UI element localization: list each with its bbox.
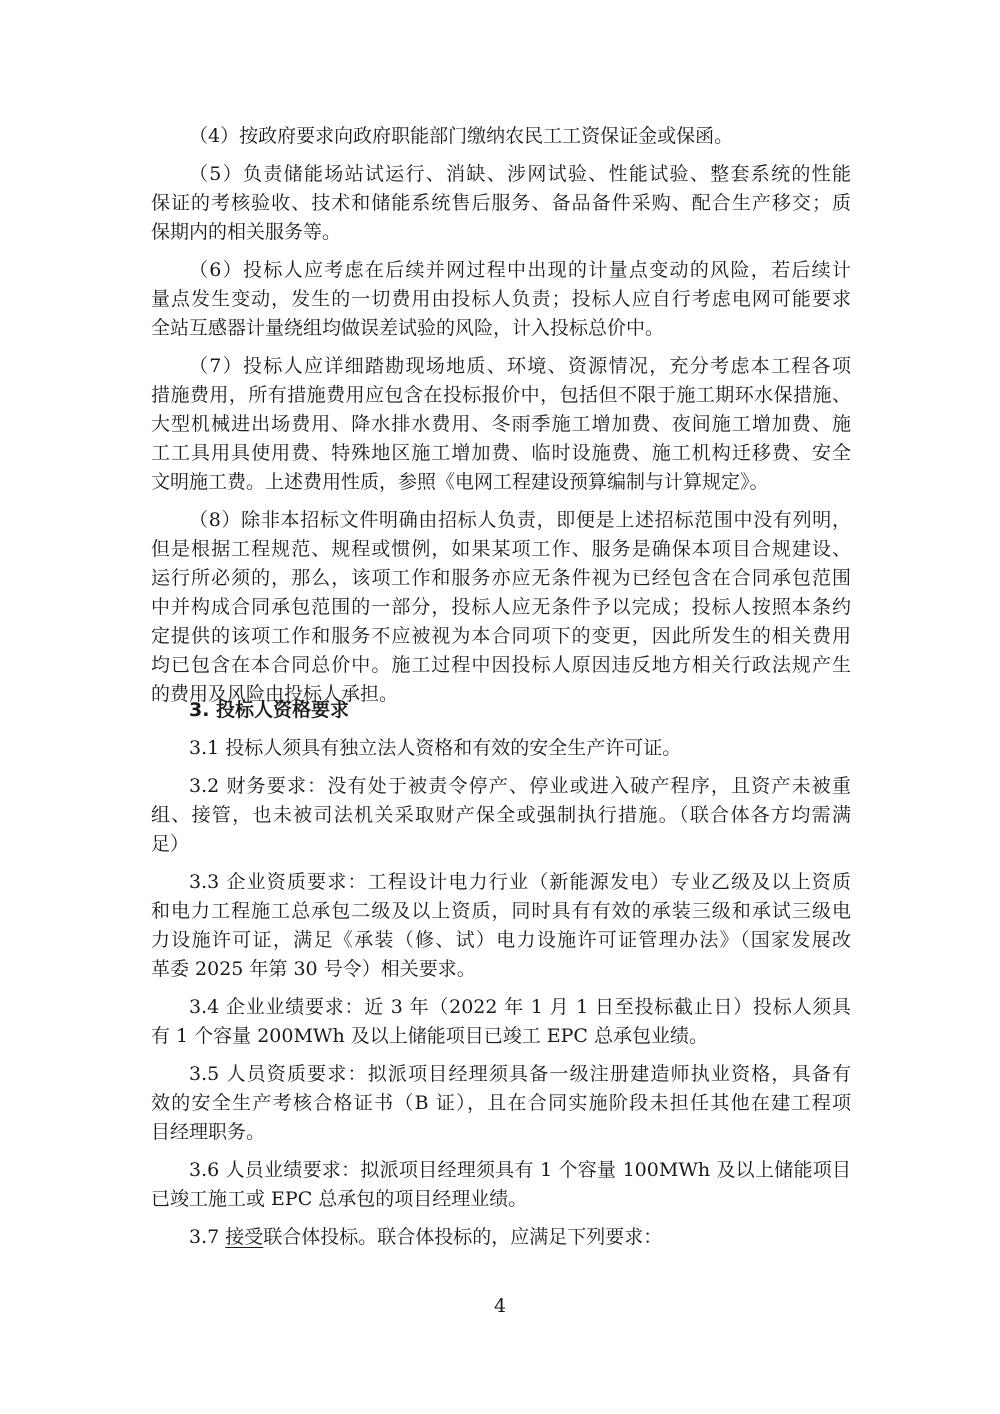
- requirement-line: 3.3 企业资质要求：工程设计电力行业（新能源发电）专业乙级及以上资质: [189, 871, 851, 893]
- paragraph-line: 工工具用具使用费、特殊地区施工增加费、临时设施费、施工机构迁移费、安全: [151, 442, 851, 464]
- paragraph-line: 文明施工费。上述费用性质，参照《电网工程建设预算编制与计算规定》。: [151, 471, 769, 493]
- paragraph-line: （4）按政府要求向政府职能部门缴纳农民工工资保证金或保函。: [189, 125, 734, 147]
- requirement-line: 3.4 企业业绩要求：近 3 年（2022 年 1 月 1 日至投标截止日）投标人须具: [189, 996, 851, 1018]
- requirement-line: 3.2 财务要求：没有处于被责令停产、停业或进入破产程序，且资产未被重: [189, 775, 851, 797]
- underlined-text: 接受: [225, 1226, 264, 1248]
- requirement-line: 力设施许可证，满足《承装（修、试）电力设施许可证管理办法》（国家发展改: [151, 929, 851, 951]
- requirement-number: 3.7: [189, 1226, 226, 1248]
- paragraph-line: 措施费用，所有措施费用应包含在投标报价中，包括但不限于施工期环水保措施、: [151, 384, 851, 406]
- paragraph-line: （5）负责储能场站试运行、消缺、涉网试验、性能试验、整套系统的性能: [189, 163, 851, 185]
- paragraph-line: 全站互感器计量绕组均做误差试验的风险，计入投标总价中。: [151, 317, 665, 339]
- requirement-line: 3.6 人员业绩要求：拟派项目经理须具有 1 个容量 100MWh 及以上储能项目: [189, 1159, 851, 1181]
- page-number: 4: [493, 1295, 507, 1317]
- paragraph-line: 均已包含在本合同总价中。施工过程中因投标人原因违反地方相关行政法规产生: [151, 654, 851, 676]
- paragraph-line: 量点发生变动，发生的一切费用由投标人负责；投标人应自行考虑电网可能要求: [151, 288, 851, 310]
- paragraph-line: 大型机械进出场费用、降水排水费用、冬雨季施工增加费、夜间施工增加费、施: [151, 413, 851, 435]
- paragraph-line: （7）投标人应详细踏勘现场地质、环境、资源情况，充分考虑本工程各项: [189, 355, 851, 377]
- paragraph-line: （6）投标人应考虑在后续并网过程中出现的计量点变动的风险，若后续计: [189, 259, 851, 281]
- paragraph-line: 中并构成合同承包范围的一部分，投标人应无条件予以完成；投标人按照本条约: [151, 596, 851, 618]
- requirement-line: 组、接管，也未被司法机关采取财产保全或强制执行措施。（联合体各方均需满: [151, 804, 851, 826]
- section-heading-text: 3. 投标人资格要求: [189, 699, 350, 721]
- paragraph-line: 定提供的该项工作和服务不应被视为本合同项下的变更，因此所发生的相关费用: [151, 625, 851, 647]
- requirement-line: 目经理职务。: [151, 1121, 266, 1143]
- requirement-line: 3.1 投标人须具有独立法人资格和有效的安全生产许可证。: [189, 737, 682, 759]
- requirement-line: 革委 2025 年第 30 号令）相关要求。: [151, 958, 476, 980]
- paragraph-line: 保证的考核验收、技术和储能系统售后服务、备品备件采购、配合生产移交；质: [151, 192, 851, 214]
- requirement-line: 已竣工施工或 EPC 总承包的项目经理业绩。: [151, 1188, 528, 1210]
- requirement-line: [189, 1222, 851, 1252]
- requirement-line: 和电力工程施工总承包二级及以上资质，同时具有有效的承装三级和承试三级电: [151, 900, 851, 922]
- requirement-line: 效的安全生产考核合格证书（B 证），且在合同实施阶段未担任其他在建工程项: [151, 1092, 851, 1114]
- paragraph-line: 运行所必须的，那么，该项工作和服务亦应无条件视为已经包含在合同承包范围: [151, 567, 851, 589]
- requirement-line: 有 1 个容量 200MWh 及以上储能项目已竣工 EPC 总承包业绩。: [151, 1025, 709, 1047]
- requirement-text: 联合体投标。联合体投标的，应满足下列要求：: [263, 1226, 663, 1248]
- paragraph-line: 保期内的相关服务等。: [151, 221, 342, 243]
- requirement-line: 足）: [151, 833, 190, 855]
- requirement-line: 3.5 人员资质要求：拟派项目经理须具备一级注册建造师执业资格，具备有: [189, 1063, 851, 1085]
- paragraph-line: 的费用及风险由投标人承担。: [151, 683, 399, 705]
- paragraph-line: 但是根据工程规范、规程或惯例，如果某项工作、服务是确保本项目合规建设、: [151, 538, 851, 560]
- paragraph-line: （8）除非本招标文件明确由招标人负责，即便是上述招标范围中没有列明，: [189, 509, 851, 531]
